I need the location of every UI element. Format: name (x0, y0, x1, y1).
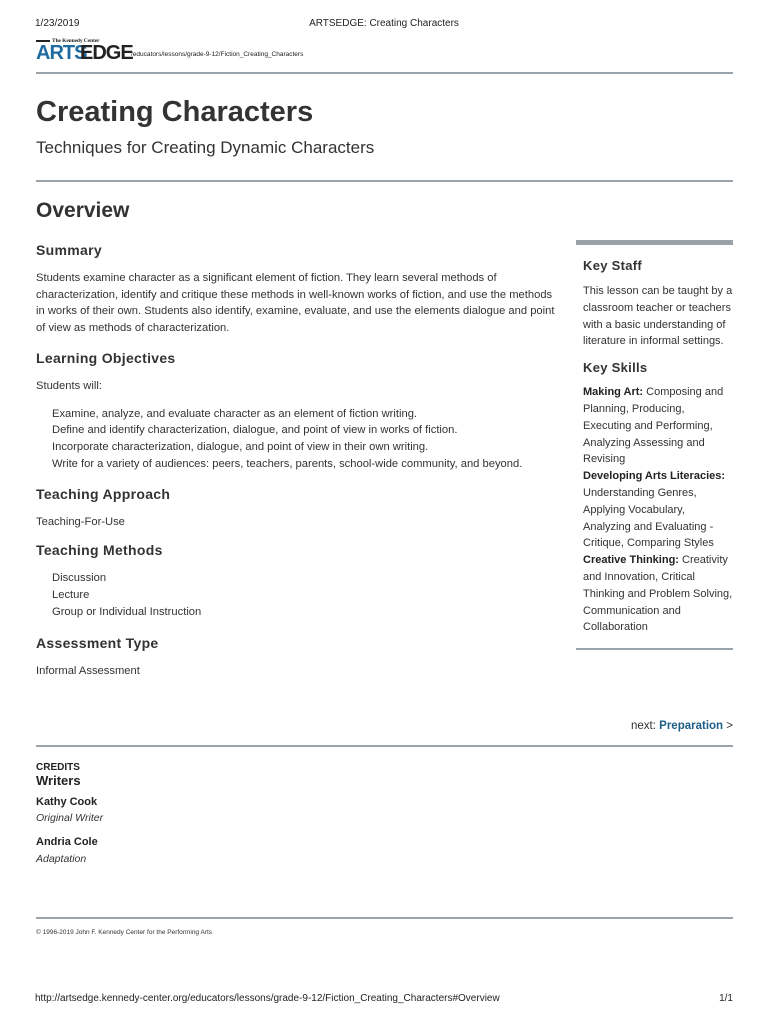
logo-arts: ARTS (36, 42, 87, 64)
page-title: Creating Characters (36, 96, 314, 128)
methods-list (36, 570, 556, 620)
list-item: Incorporate characterization, dialogue, and point of view in their own writing. (52, 441, 429, 454)
next-arrow[interactable]: > (726, 720, 733, 732)
skill-text: Understanding Genres, Applying Vocabulary, Analyzing and Evaluating - Critique, Comparing Styles (583, 486, 714, 550)
print-page-number: 1/1 (719, 993, 733, 1004)
skill-entry (583, 384, 733, 468)
key-staff-heading: Key Staff (583, 258, 643, 273)
skill-text: Creativity and Innovation, Critical Thinking and Problem Solving, Communication and Collaboration (583, 554, 733, 634)
main-content (36, 242, 556, 679)
header-divider (36, 72, 733, 74)
next-prefix: next: (631, 720, 656, 732)
print-footer (35, 993, 733, 1007)
title-divider (36, 180, 733, 182)
key-skills-heading: Key Skills (583, 360, 648, 376)
credit-role: Adaptation (36, 853, 87, 865)
skill-entry (583, 552, 733, 636)
print-title: ARTSEDGE: Creating Characters (309, 18, 459, 29)
print-date: 1/23/2019 (35, 18, 80, 29)
logo-kennedy-center: The Kennedy Center (52, 38, 100, 44)
credits-label: CREDITS (36, 762, 80, 773)
copyright: © 1996-2019 John F. Kennedy Center for the Performing Arts (36, 929, 213, 936)
methods-heading: Teaching Methods (36, 542, 163, 559)
list-item: Define and identify characterization, dialogue, and point of view in works of fiction. (52, 424, 458, 437)
objectives-intro: Students will: (36, 380, 102, 392)
objectives-heading: Learning Objectives (36, 350, 176, 366)
skill-text: Composing and Planning, Producing, Executing and Performing, Analyzing Assessing and Revising (583, 386, 724, 466)
credit-name: Kathy Cook (36, 796, 98, 808)
assessment-text: Informal Assessment (36, 664, 140, 677)
objectives-list (36, 406, 556, 473)
list-item: Discussion (52, 572, 107, 585)
approach-text: Teaching-For-Use (36, 515, 125, 528)
section-heading: Overview (36, 199, 130, 222)
site-header (36, 38, 733, 66)
key-skills-list (576, 384, 733, 636)
list-item: Write for a variety of audiences: peers, teachers, parents, school-wide community, and beyond. (52, 457, 523, 470)
print-header (35, 18, 733, 32)
sidebar (576, 240, 733, 650)
next-link[interactable]: Preparation (659, 720, 724, 732)
next-nav (631, 720, 733, 732)
list-item: Lecture (52, 588, 90, 601)
footer-divider (36, 917, 733, 919)
list-item: Group or Individual Instruction (52, 605, 202, 618)
assessment-heading: Assessment Type (36, 634, 159, 651)
summary-text: Students examine character as a significant element of fiction. They learn several methods of characterization, identify and critique these methods in well-known works of fiction, and use the methods in works of their own. Students also identify, examine, evaluate, and use the elements dialogue and point of view as methods of characterization. (36, 272, 555, 334)
artsedge-logo[interactable] (36, 38, 133, 64)
sidebar-top-bar (576, 240, 733, 245)
breadcrumb[interactable]: /educators/lessons/grade-9-12/Fiction_Creating_Characters (131, 51, 304, 58)
key-staff-text: This lesson can be taught by a classroom teacher or teachers with a basic understanding of literature in informal settings. (583, 285, 733, 348)
page-subtitle: Techniques for Creating Dynamic Characters (36, 138, 375, 157)
credits-divider (36, 745, 733, 747)
credit-role: Original Writer (36, 812, 104, 824)
print-url: http://artsedge.kennedy-center.org/educators/lessons/grade-9-12/Fiction_Creating_Characters#Overview (35, 993, 500, 1004)
skill-label: Developing Arts Literacies: (583, 470, 726, 483)
skill-label: Creative Thinking: (583, 554, 679, 567)
skill-entry (583, 468, 733, 552)
skill-label: Making Art: (583, 386, 644, 399)
logo-edge: EDGE (80, 42, 133, 64)
credit-name: Andria Cole (36, 836, 98, 848)
list-item: Examine, analyze, and evaluate character as an element of fiction writing. (52, 407, 418, 420)
sidebar-bottom-rule (576, 648, 733, 650)
writers-label: Writers (36, 773, 81, 788)
summary-heading: Summary (36, 242, 102, 258)
approach-heading: Teaching Approach (36, 485, 171, 502)
